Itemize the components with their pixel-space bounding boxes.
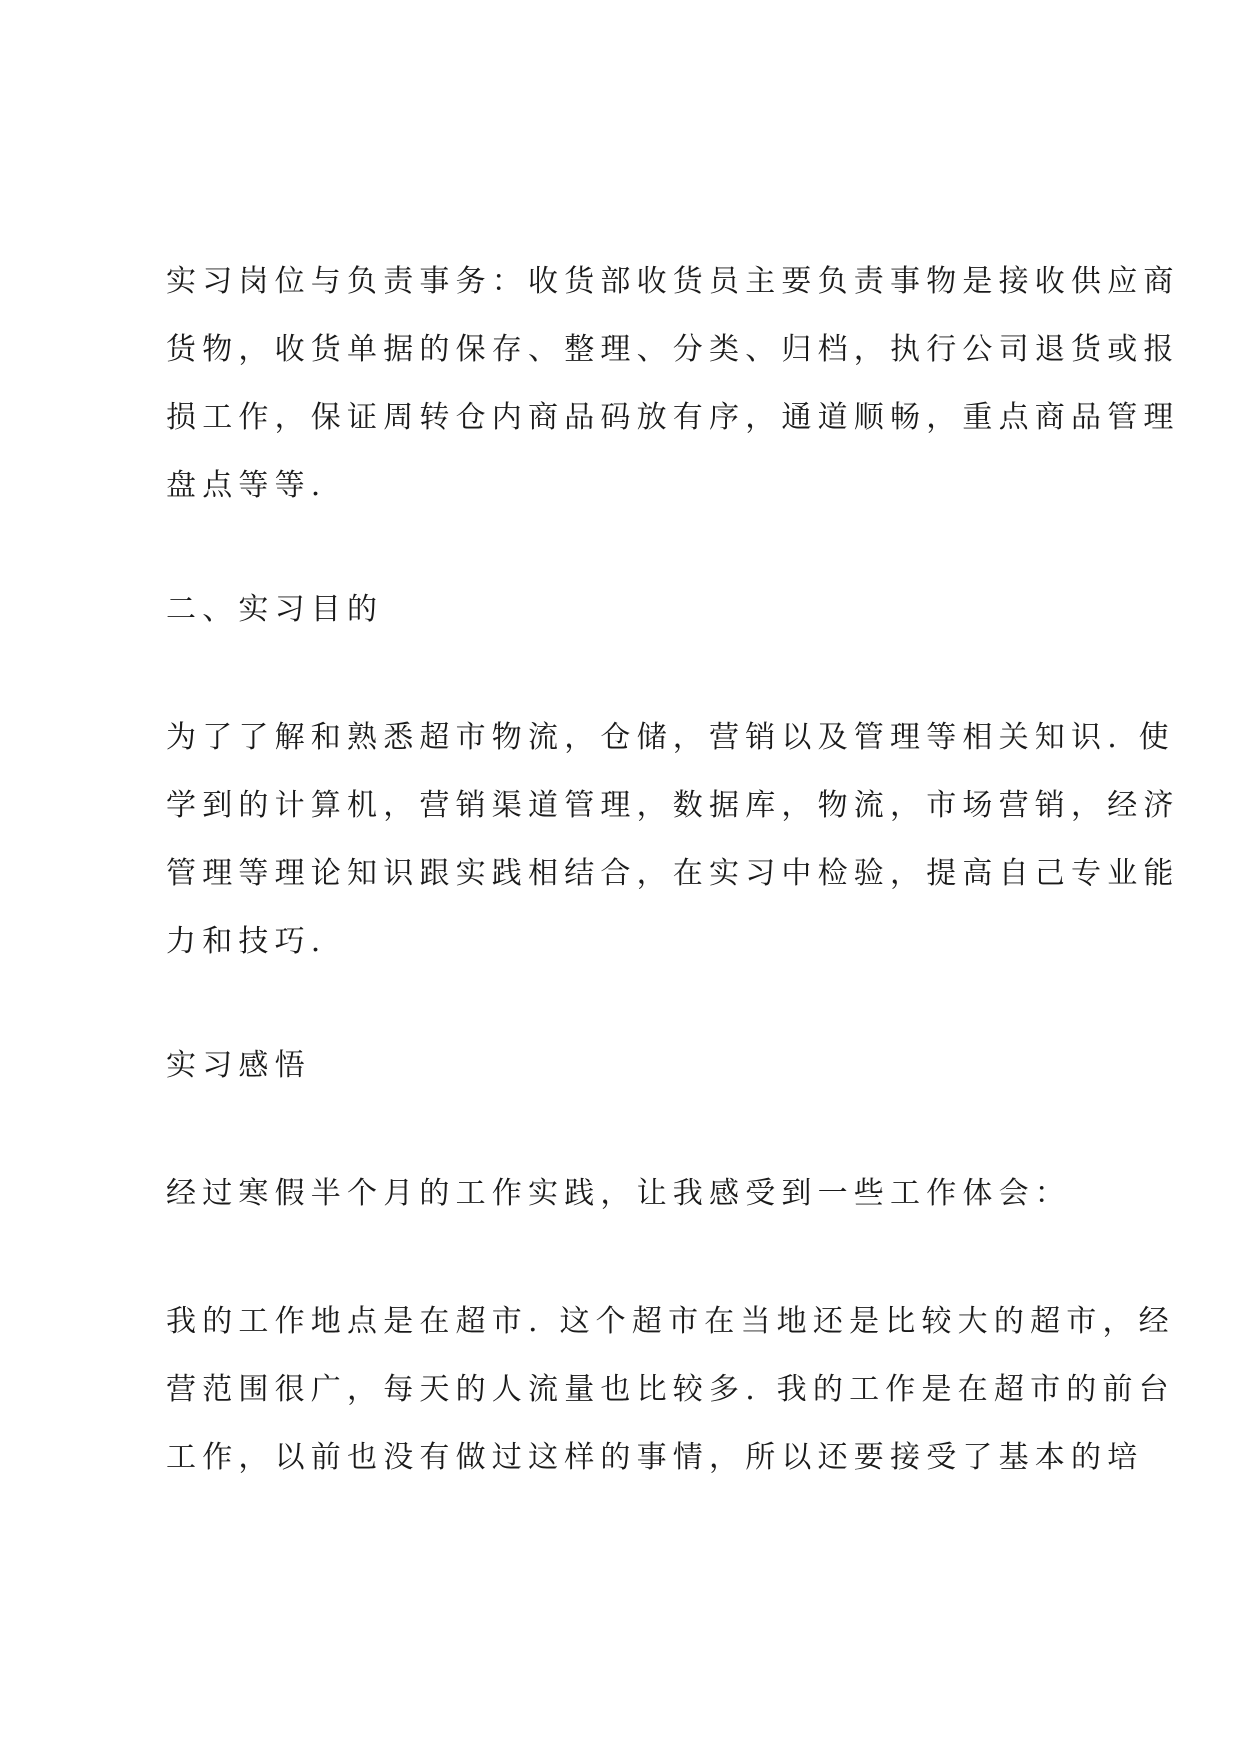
heading-internship-reflection xyxy=(166,1032,1090,1100)
text-line: 为了了解和熟悉超市物流，仓储，营销以及管理等相关知识. 使 xyxy=(166,720,1175,755)
text-line: 损工作，保证周转仓内商品码放有序，通道顺畅，重点商品管理 xyxy=(166,400,1180,435)
paragraph-internship-purpose xyxy=(166,704,1180,976)
text-line: 盘点等等. xyxy=(166,468,327,503)
text-line: 经过寒假半个月的工作实践，让我感受到一些工作体会： xyxy=(166,1176,1071,1211)
text-line: 管理等理论知识跟实践相结合，在实习中检验，提高自己专业能 xyxy=(166,856,1180,891)
paragraph-internship-position xyxy=(166,248,1180,520)
paragraph-workplace xyxy=(166,1288,1175,1492)
text-line: 力和技巧. xyxy=(166,924,327,959)
section-heading: 实习感悟 xyxy=(166,1048,311,1083)
heading-internship-purpose xyxy=(166,576,1090,644)
text-line: 我的工作地点是在超市. 这个超市在当地还是比较大的超市，经 xyxy=(166,1304,1175,1339)
paragraph-reflection-intro xyxy=(166,1160,1090,1228)
text-line: 学到的计算机，营销渠道管理，数据库，物流，市场营销，经济 xyxy=(166,788,1180,823)
text-line: 工作，以前也没有做过这样的事情，所以还要接受了基本的培 xyxy=(166,1440,1144,1475)
text-line: 实习岗位与负责事务：收货部收货员主要负责事物是接收供应商 xyxy=(166,264,1180,299)
text-line: 营范围很广，每天的人流量也比较多. 我的工作是在超市的前台 xyxy=(166,1372,1175,1407)
text-line: 货物，收货单据的保存、整理、分类、归档，执行公司退货或报 xyxy=(166,332,1180,367)
section-heading: 二、实习目的 xyxy=(166,592,384,627)
